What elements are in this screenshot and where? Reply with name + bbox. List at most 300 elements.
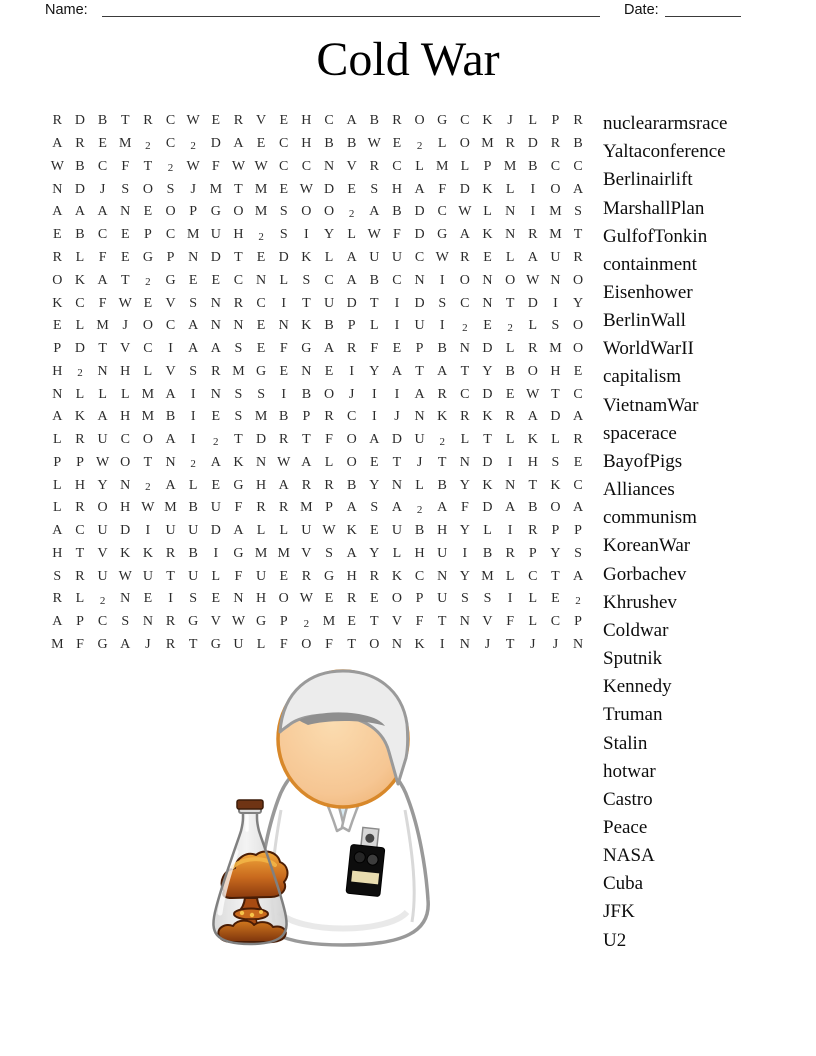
- grid-cell: B: [482, 545, 493, 561]
- grid-cell: F: [460, 500, 469, 516]
- grid-cell: P: [551, 523, 560, 539]
- grid-cell: M: [322, 614, 336, 630]
- grid-cell: C: [97, 158, 108, 174]
- grid-cell: R: [346, 591, 357, 607]
- grid-cell: 2: [416, 139, 423, 152]
- grid-cell: H: [301, 136, 312, 152]
- scientist-head: [278, 671, 408, 807]
- grid-cell: S: [325, 545, 333, 561]
- grid-cell: H: [52, 363, 63, 379]
- grid-cell: D: [74, 113, 86, 129]
- grid-cell: F: [415, 614, 424, 630]
- grid-cell: R: [573, 432, 583, 448]
- grid-cell: U: [391, 249, 402, 265]
- grid-cell: R: [346, 341, 357, 357]
- grid-cell: M: [232, 363, 245, 379]
- grid-cell: E: [279, 113, 288, 129]
- grid-cell: W: [367, 227, 381, 243]
- grid-cell: L: [528, 113, 538, 129]
- grid-cell: A: [52, 614, 63, 630]
- grid-cell: F: [211, 158, 220, 174]
- grid-cell: E: [370, 523, 379, 539]
- grid-cell: W: [118, 568, 132, 584]
- grid-cell: E: [120, 249, 130, 265]
- grid-cell: I: [553, 295, 558, 311]
- letter-grid: [46, 110, 589, 656]
- grid-cell: L: [528, 614, 538, 630]
- grid-cell: P: [279, 614, 288, 630]
- grid-cell: S: [460, 591, 469, 607]
- grid-cell: D: [482, 386, 493, 402]
- word-item: Eisenhower: [603, 282, 693, 304]
- grid-cell: R: [550, 136, 561, 152]
- grid-cell: M: [549, 227, 562, 243]
- word-item: KoreanWar: [603, 535, 691, 557]
- grid-cell: 2: [462, 321, 468, 334]
- grid-cell: M: [254, 409, 268, 425]
- grid-cell: L: [528, 318, 538, 334]
- grid-cell: I: [168, 341, 173, 357]
- grid-cell: T: [234, 432, 243, 448]
- grid-cell: D: [414, 295, 425, 311]
- grid-cell: P: [76, 614, 84, 630]
- grid-cell: Y: [459, 477, 470, 493]
- grid-cell: A: [437, 500, 448, 516]
- grid-cell: N: [256, 454, 267, 470]
- grid-cell: E: [551, 591, 560, 607]
- grid-cell: E: [143, 591, 153, 607]
- grid-cell: K: [52, 295, 63, 311]
- grid-cell: B: [279, 409, 289, 425]
- grid-cell: I: [507, 454, 513, 470]
- grid-cell: J: [190, 181, 196, 197]
- grid-cell: G: [97, 636, 108, 652]
- grid-cell: R: [505, 409, 515, 425]
- grid-cell: K: [142, 545, 153, 561]
- grid-cell: C: [301, 158, 312, 174]
- grid-cell: T: [234, 249, 243, 265]
- grid-cell: F: [370, 341, 379, 357]
- grid-cell: P: [53, 454, 62, 470]
- grid-cell: A: [210, 454, 221, 470]
- grid-cell: N: [482, 295, 493, 311]
- grid-cell: F: [234, 568, 243, 584]
- grid-cell: D: [482, 454, 493, 470]
- grid-cell: D: [323, 181, 335, 197]
- grid-cell: L: [256, 636, 266, 652]
- grid-cell: I: [190, 409, 196, 425]
- grid-cell: O: [52, 272, 63, 288]
- grid-cell: L: [324, 249, 334, 265]
- grid-cell: P: [302, 409, 311, 425]
- grid-cell: J: [530, 636, 536, 652]
- grid-cell: W: [367, 136, 381, 152]
- grid-cell: E: [392, 341, 402, 357]
- grid-cell: N: [482, 272, 493, 288]
- grid-cell: T: [551, 568, 560, 584]
- grid-cell: B: [414, 523, 425, 539]
- word-item: Sputnik: [603, 648, 663, 670]
- grid-cell: O: [323, 386, 335, 402]
- grid-cell: K: [550, 477, 561, 493]
- grid-cell: I: [213, 545, 219, 561]
- grid-cell: O: [459, 272, 470, 288]
- grid-cell: N: [505, 227, 516, 243]
- grid-cell: K: [346, 523, 357, 539]
- date-blank-line: [665, 0, 741, 17]
- grid-cell: C: [392, 272, 402, 288]
- grid-cell: W: [141, 500, 155, 516]
- grid-cell: R: [369, 158, 379, 174]
- grid-cell: G: [233, 477, 244, 493]
- grid-cell: A: [369, 204, 380, 220]
- grid-cell: R: [52, 249, 62, 265]
- grid-cell: N: [120, 477, 131, 493]
- grid-cell: N: [256, 272, 267, 288]
- grid-cell: W: [299, 591, 313, 607]
- grid-cell: C: [165, 227, 176, 243]
- grid-cell: R: [233, 295, 244, 311]
- grid-cell: P: [347, 318, 356, 334]
- grid-cell: U: [437, 591, 448, 607]
- grid-cell: R: [460, 249, 470, 265]
- grid-cell: B: [346, 136, 357, 152]
- grid-cell: A: [97, 272, 108, 288]
- grid-cell: E: [53, 227, 62, 243]
- grid-cell: E: [324, 591, 334, 607]
- grid-cell: S: [279, 204, 288, 220]
- grid-cell: C: [75, 523, 85, 539]
- grid-cell: P: [325, 500, 333, 516]
- grid-cell: T: [573, 227, 583, 243]
- grid-cell: T: [120, 113, 130, 129]
- grid-cell: F: [121, 158, 130, 174]
- grid-cell: A: [74, 204, 86, 220]
- grid-cell: H: [74, 477, 86, 493]
- grid-cell: K: [74, 272, 86, 288]
- grid-cell: E: [279, 363, 288, 379]
- grid-cell: A: [391, 363, 402, 379]
- grid-cell: C: [97, 614, 108, 630]
- grid-cell: L: [75, 249, 85, 265]
- grid-cell: L: [483, 523, 492, 539]
- grid-cell: A: [97, 204, 108, 220]
- grid-cell: U: [210, 500, 221, 516]
- grid-cell: N: [301, 363, 312, 379]
- grid-cell: A: [233, 523, 244, 539]
- grid-cell: C: [165, 318, 176, 334]
- grid-cell: O: [301, 204, 312, 220]
- grid-cell: L: [120, 386, 130, 402]
- grid-cell: W: [458, 204, 472, 220]
- grid-cell: B: [188, 545, 198, 561]
- grid-cell: O: [165, 204, 176, 220]
- grid-cell: M: [254, 545, 268, 561]
- grid-cell: A: [52, 523, 63, 539]
- grid-cell: M: [164, 500, 177, 516]
- grid-cell: F: [438, 181, 447, 197]
- grid-cell: 2: [145, 481, 151, 494]
- grid-cell: T: [460, 363, 470, 379]
- grid-cell: D: [210, 136, 221, 152]
- grid-cell: U: [188, 523, 199, 539]
- grid-cell: R: [75, 500, 85, 516]
- grid-cell: A: [188, 318, 199, 334]
- grid-cell: 2: [439, 435, 445, 448]
- grid-cell: K: [301, 249, 312, 265]
- grid-cell: W: [118, 295, 132, 311]
- grid-cell: T: [302, 295, 311, 311]
- word-item: Truman: [603, 704, 663, 726]
- grid-cell: D: [210, 249, 221, 265]
- grid-cell: L: [528, 591, 538, 607]
- grid-cell: S: [257, 386, 265, 402]
- grid-cell: I: [394, 386, 400, 402]
- grid-cell: V: [210, 614, 221, 630]
- grid-cell: Y: [572, 295, 584, 311]
- grid-cell: U: [301, 523, 312, 539]
- grid-cell: Y: [482, 363, 493, 379]
- grid-cell: P: [574, 523, 582, 539]
- grid-cell: O: [572, 341, 584, 357]
- grid-cell: Y: [369, 477, 380, 493]
- grid-cell: W: [435, 249, 449, 265]
- grid-cell: K: [74, 409, 86, 425]
- grid-cell: E: [370, 591, 379, 607]
- grid-cell: O: [550, 181, 561, 197]
- grid-cell: S: [370, 181, 379, 197]
- grid-cell: P: [574, 614, 582, 630]
- grid-cell: N: [120, 591, 131, 607]
- grid-cell: E: [256, 136, 266, 152]
- grid-cell: M: [141, 409, 155, 425]
- grid-cell: P: [189, 204, 198, 220]
- grid-cell: E: [573, 363, 583, 379]
- grid-cell: O: [572, 318, 584, 334]
- grid-cell: O: [346, 432, 357, 448]
- grid-cell: P: [528, 545, 537, 561]
- grid-cell: U: [414, 432, 425, 448]
- grid-cell: E: [370, 454, 379, 470]
- grid-cell: R: [573, 113, 583, 129]
- grid-cell: C: [550, 614, 561, 630]
- grid-cell: G: [437, 113, 448, 129]
- grid-cell: E: [53, 318, 62, 334]
- name-label: Name:: [45, 2, 88, 18]
- grid-cell: T: [370, 295, 379, 311]
- grid-cell: D: [414, 204, 425, 220]
- grid-cell: K: [437, 409, 448, 425]
- grid-cell: C: [437, 204, 447, 220]
- grid-cell: 2: [190, 458, 196, 471]
- grid-cell: A: [572, 568, 584, 584]
- grid-cell: P: [551, 113, 560, 129]
- grid-cell: M: [277, 545, 290, 561]
- grid-cell: T: [143, 158, 153, 174]
- grid-cell: B: [75, 158, 85, 174]
- grid-cell: A: [165, 386, 176, 402]
- grid-cell: N: [459, 341, 470, 357]
- grid-cell: G: [256, 363, 267, 379]
- grid-cell: O: [120, 454, 131, 470]
- grid-cell: I: [439, 636, 445, 652]
- grid-cell: W: [277, 454, 291, 470]
- grid-cell: R: [165, 636, 176, 652]
- grid-cell: I: [145, 523, 151, 539]
- grid-cell: K: [482, 477, 493, 493]
- grid-cell: T: [166, 568, 175, 584]
- grid-cell: H: [550, 363, 561, 379]
- grid-cell: A: [459, 227, 470, 243]
- word-item: containment: [603, 253, 697, 275]
- grid-cell: B: [369, 272, 379, 288]
- grid-cell: 2: [145, 276, 151, 289]
- grid-cell: N: [459, 614, 470, 630]
- grid-cell: F: [98, 249, 107, 265]
- grid-cell: 2: [507, 321, 513, 334]
- grid-cell: S: [189, 363, 198, 379]
- grid-cell: S: [574, 204, 582, 220]
- word-item: MarshallPlan: [603, 197, 705, 219]
- grid-cell: O: [459, 136, 470, 152]
- grid-cell: O: [301, 636, 312, 652]
- grid-cell: 2: [145, 139, 151, 152]
- grid-cell: D: [527, 295, 538, 311]
- grid-cell: N: [278, 318, 289, 334]
- grid-cell: C: [143, 341, 153, 357]
- grid-cell: U: [437, 545, 448, 561]
- grid-cell: T: [98, 341, 107, 357]
- grid-cell: C: [414, 568, 425, 584]
- grid-cell: A: [165, 477, 176, 493]
- word-item: Stalin: [603, 732, 648, 754]
- grid-cell: B: [188, 500, 198, 516]
- grid-cell: N: [323, 158, 335, 174]
- grid-cell: E: [347, 614, 356, 630]
- grid-cell: W: [322, 523, 336, 539]
- grid-cell: R: [256, 500, 266, 516]
- grid-cell: I: [304, 227, 309, 243]
- grid-cell: V: [120, 341, 131, 357]
- grid-cell: U: [188, 568, 199, 584]
- word-item: NASA: [603, 845, 655, 867]
- grid-cell: P: [143, 227, 152, 243]
- grid-cell: E: [211, 272, 221, 288]
- grid-cell: B: [369, 113, 379, 129]
- grid-cell: I: [281, 295, 287, 311]
- grid-cell: L: [53, 432, 62, 448]
- grid-cell: M: [549, 204, 562, 220]
- grid-cell: C: [573, 477, 583, 493]
- word-item: BerlinWall: [603, 310, 686, 332]
- grid-cell: M: [481, 136, 494, 152]
- grid-cell: L: [505, 181, 515, 197]
- grid-cell: 2: [167, 162, 174, 175]
- word-item: capitalism: [603, 366, 682, 388]
- grid-cell: N: [437, 568, 448, 584]
- grid-cell: L: [392, 545, 402, 561]
- grid-cell: L: [505, 341, 515, 357]
- grid-cell: G: [165, 272, 176, 288]
- grid-cell: N: [120, 204, 131, 220]
- grid-cell: R: [279, 432, 289, 448]
- grid-cell: A: [437, 363, 448, 379]
- grid-cell: U: [210, 227, 221, 243]
- grid-cell: 2: [303, 617, 310, 630]
- word-item: communism: [603, 507, 697, 529]
- grid-cell: L: [75, 386, 85, 402]
- grid-cell: R: [460, 409, 470, 425]
- word-item: WorldWarII: [603, 338, 694, 360]
- grid-cell: K: [391, 568, 402, 584]
- grid-cell: C: [256, 295, 266, 311]
- grid-cell: B: [324, 318, 334, 334]
- grid-cell: I: [439, 272, 445, 288]
- grid-cell: H: [120, 409, 131, 425]
- grid-cell: G: [301, 341, 312, 357]
- grid-cell: E: [256, 318, 266, 334]
- grid-cell: A: [120, 636, 131, 652]
- word-item: U2: [603, 929, 627, 951]
- grid-cell: F: [279, 341, 288, 357]
- grid-cell: L: [188, 477, 198, 493]
- grid-cell: A: [572, 181, 584, 197]
- grid-cell: L: [53, 500, 62, 516]
- grid-cell: J: [394, 409, 400, 425]
- grid-cell: J: [416, 454, 423, 470]
- grid-cell: E: [256, 341, 266, 357]
- grid-cell: N: [391, 636, 402, 652]
- grid-cell: L: [75, 318, 85, 334]
- grid-cell: T: [302, 432, 311, 448]
- grid-cell: L: [256, 523, 266, 539]
- grid-cell: 2: [99, 594, 106, 607]
- grid-cell: Y: [97, 477, 108, 493]
- grid-cell: V: [165, 295, 176, 311]
- flask-stopper: [237, 800, 263, 809]
- grid-cell: I: [530, 204, 536, 220]
- grid-cell: M: [549, 341, 562, 357]
- grid-cell: K: [301, 318, 312, 334]
- grid-cell: 2: [348, 207, 355, 220]
- grid-cell: I: [394, 295, 400, 311]
- grid-cell: T: [505, 295, 515, 311]
- grid-cell: C: [279, 158, 289, 174]
- grid-cell: U: [369, 249, 380, 265]
- grid-cell: R: [528, 227, 538, 243]
- grid-cell: P: [76, 454, 84, 470]
- grid-cell: B: [528, 158, 538, 174]
- grid-cell: P: [53, 341, 62, 357]
- grid-cell: C: [573, 386, 583, 402]
- grid-cell: O: [278, 591, 289, 607]
- grid-cell: U: [256, 568, 267, 584]
- grid-cell: C: [573, 158, 583, 174]
- grid-cell: O: [414, 113, 425, 129]
- grid-cell: B: [437, 341, 447, 357]
- grid-cell: K: [482, 113, 493, 129]
- grid-cell: A: [301, 454, 312, 470]
- grid-cell: P: [415, 591, 424, 607]
- grid-cell: L: [460, 158, 470, 174]
- grid-cell: D: [459, 181, 470, 197]
- grid-cell: N: [572, 636, 584, 652]
- grid-cell: J: [552, 636, 559, 652]
- grid-cell: P: [415, 341, 424, 357]
- grid-cell: R: [52, 113, 62, 129]
- grid-cell: S: [370, 500, 379, 516]
- grid-cell: E: [279, 568, 288, 584]
